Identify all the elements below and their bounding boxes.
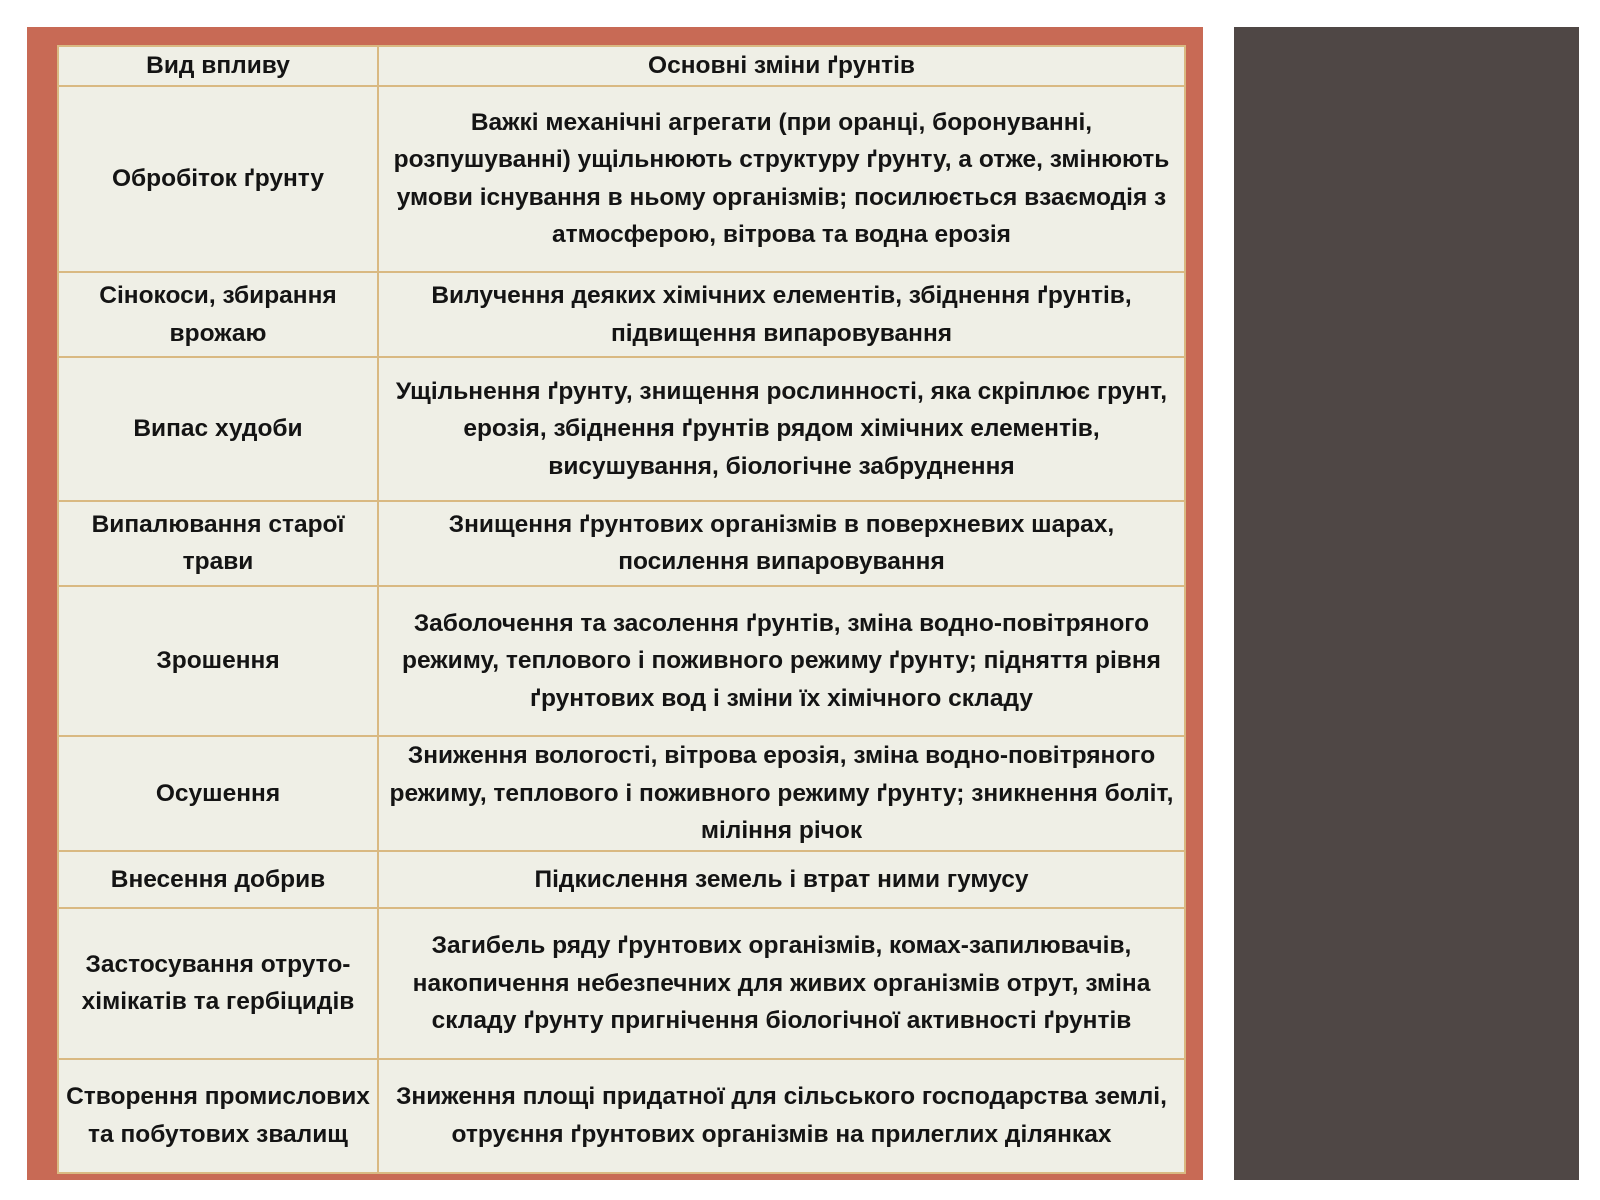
header-impact-type: Вид впливу [58,46,378,86]
changes-cell: Загибель ряду ґрунтових організмів, комах-запилювачів, накопичення небезпечних для живих організмів отрут, зміна складу ґрунту пригнічення біологічної активності ґрунтів [378,908,1185,1058]
table-row [58,736,1185,851]
soil-impact-table [57,45,1186,1174]
side-panel [1234,27,1579,1180]
changes-cell: Зниження площі придатної для сільського господарства землі, отруєння ґрунтових організмів на прилеглих ділянках [378,1059,1185,1173]
table-row [58,1059,1185,1173]
impact-cell: Зрошення [58,586,378,736]
table-row [58,86,1185,272]
table-header-row [58,46,1185,86]
impact-cell: Обробіток ґрунту [58,86,378,272]
changes-cell: Заболочення та засолення ґрунтів, зміна водно-повітряного режиму, теплового і поживного режиму ґрунту; підняття рівня ґрунтових вод і зміни їх хімічного складу [378,586,1185,736]
changes-cell: Зниження вологості, вітрова ерозія, зміна водно-повітряного режиму, теплового і поживного режиму ґрунту; зникнення боліт, міління річок [378,736,1185,851]
table-row [58,272,1185,357]
impact-cell: Сінокоси, збирання врожаю [58,272,378,357]
changes-cell: Ущільнення ґрунту, знищення рослинності, яка скріплює грунт, ерозія, збіднення ґрунтів рядом хімічних елементів, висушування, біологічне забруднення [378,357,1185,500]
table-row [58,357,1185,500]
changes-cell: Вилучення деяких хімічних елементів, збіднення ґрунтів, підвищення випаровування [378,272,1185,357]
table-row [58,501,1185,586]
table-row [58,851,1185,908]
table-row [58,586,1185,736]
impact-cell: Створення промислових та побутових звалищ [58,1059,378,1173]
changes-cell: Важкі механічні агрегати (при оранці, боронуванні, розпушуванні) ущільнюють структуру ґрунту, а отже, змінюють умови існування в ньому організмів; посилюється взаємодія з атмосферою, вітрова та водна ерозія [378,86,1185,272]
impact-cell: Випас худоби [58,357,378,500]
impact-cell: Застосування отруто-хімікатів та гербіцидів [58,908,378,1058]
impact-cell: Осушення [58,736,378,851]
changes-cell: Підкислення земель і втрат ними гумусу [378,851,1185,908]
impact-cell: Внесення добрив [58,851,378,908]
table-row [58,908,1185,1058]
header-soil-changes: Основні зміни ґрунтів [378,46,1185,86]
impact-cell: Випалювання старої трави [58,501,378,586]
changes-cell: Знищення ґрунтових організмів в поверхневих шарах, посилення випаровування [378,501,1185,586]
